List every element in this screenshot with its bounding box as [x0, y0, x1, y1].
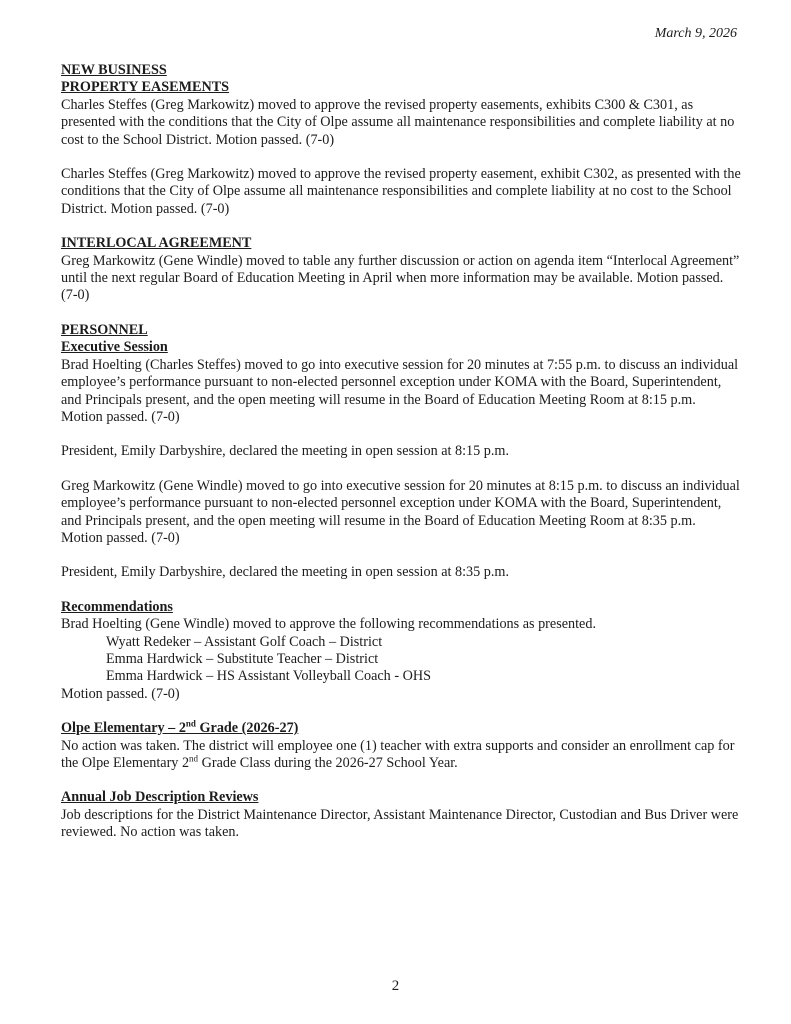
new-business-heading: NEW BUSINESS — [61, 62, 167, 78]
second-grade-heading: Olpe Elementary – 2nd Grade (2026-27) — [61, 718, 299, 737]
executive-session-motion-1: Brad Hoelting (Charles Steffes) moved to go into executive session for 20 minutes at 7:55 p.m. to discuss an individual employee’s performance pursuant to non-elected personnel exception under KOMA with the Board, Superintendent, and Principals present, and the open meeting will resume in the Board of Education Meeting Room at 8:15 p.m. Motion passed. (7-0) — [61, 356, 739, 425]
interlocal-agreement-heading: INTERLOCAL AGREEMENT — [61, 235, 252, 252]
executive-session-heading: Executive Session — [61, 339, 168, 356]
page-number: 2 — [391, 978, 400, 994]
easement-motion-1: Charles Steffes (Greg Markowitz) moved to approve the revised property easements, exhibits C300 & C301, as presented with the conditions that the City of Olpe assume all maintenance responsibilities and complete liability at no cost to the School District. Motion passed. (7-0) — [61, 96, 735, 148]
personnel-heading: PERSONNEL — [61, 321, 148, 338]
meeting-date: March 9, 2026 — [654, 26, 737, 41]
second-grade-note: No action was taken. The district will employee one (1) teacher with extra supports and consider an enrollment cap for the Olpe Elementary 2nd Grade Class during the 2026-27 School Year. — [61, 737, 735, 771]
recommendations-intro: Brad Hoelting (Gene Windle) moved to approve the following recommendations as presented. — [61, 616, 596, 633]
open-session-declaration-2: President, Emily Darbyshire, declared the meeting in open session at 8:35 p.m. — [61, 564, 509, 581]
property-easements-heading: PROPERTY EASEMENTS — [61, 79, 230, 96]
executive-session-motion-2: Greg Markowitz (Gene Windle) moved to go into executive session for 20 minutes at 8:15 p.m. to discuss an individual employee’s performance pursuant to non-elected personnel exception under KOMA with the Board, Superintendent, and Principals present, and the open meeting will resume in the Board of Education Meeting Room at 8:35 p.m. Motion passed. (7-0) — [61, 477, 740, 546]
easement-motion-2: Charles Steffes (Greg Markowitz) moved to approve the revised property easement, exhibit C302, as presented with the conditions that the City of Olpe assume all maintenance responsibilities and complete liability at no cost to the School District. Motion passed. (7-0) — [61, 166, 741, 217]
interlocal-motion: Greg Markowitz (Gene Windle) moved to table any further discussion or action on agenda item “Interlocal Agreement” until the next regular Board of Education Meeting in April when more information may be available. Motion passed. (7-0) — [61, 252, 740, 304]
recommendation-item: Wyatt Redeker – Assistant Golf Coach – District — [106, 633, 383, 650]
recommendation-item: Emma Hardwick – HS Assistant Volleyball Coach - OHS — [106, 668, 431, 685]
recommendation-item: Emma Hardwick – Substitute Teacher – District — [106, 650, 379, 667]
minutes-body — [61, 62, 741, 842]
job-reviews-heading: Annual Job Description Reviews — [61, 789, 259, 806]
recommendations-heading: Recommendations — [61, 598, 173, 615]
job-reviews-note: Job descriptions for the District Maintenance Director, Assistant Maintenance Director, Custodian and Bus Driver were reviewed. No action was taken. — [61, 806, 739, 841]
recommendations-result: Motion passed. (7-0) — [61, 685, 180, 702]
open-session-declaration-1: President, Emily Darbyshire, declared the meeting in open session at 8:15 p.m. — [61, 443, 509, 460]
